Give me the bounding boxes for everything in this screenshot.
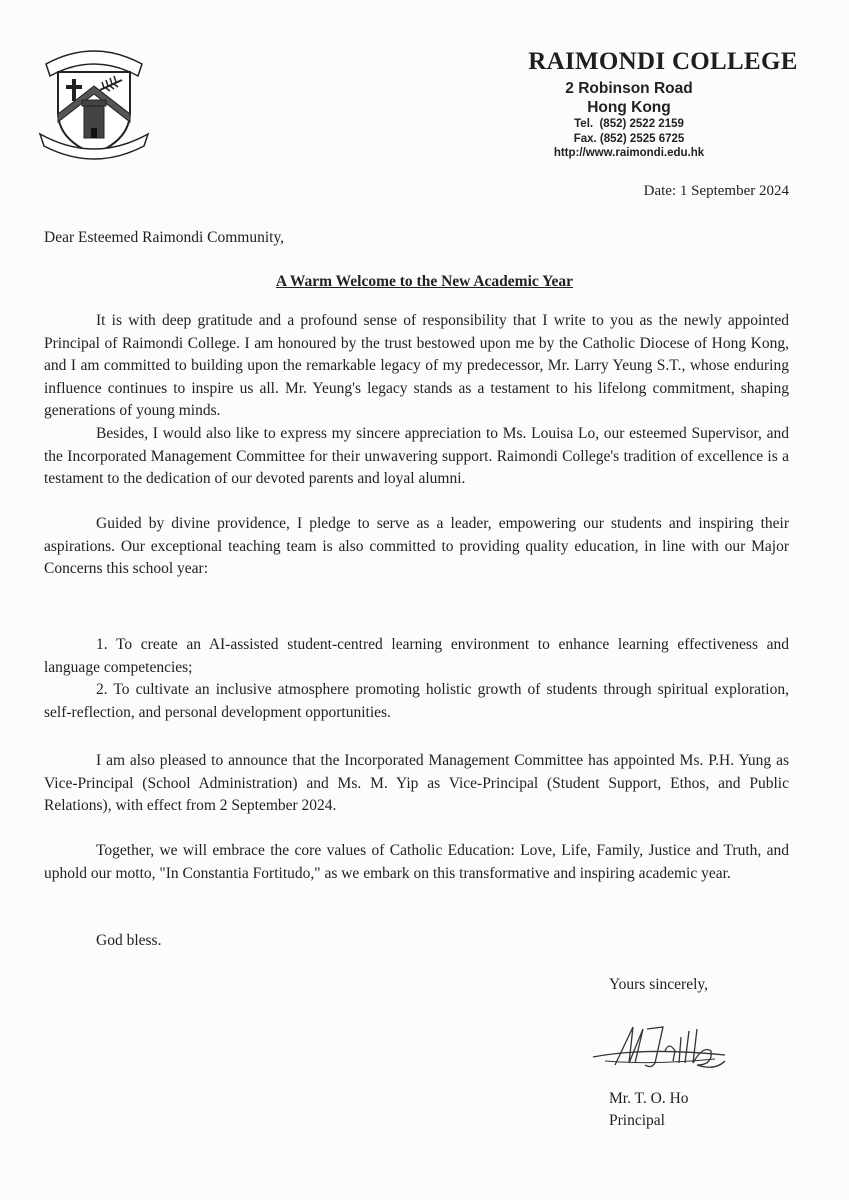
letter-date: Date: 1 September 2024 bbox=[643, 183, 789, 199]
address-line-2: Hong Kong bbox=[587, 99, 671, 116]
paragraph-pledge bbox=[44, 513, 789, 581]
paragraph-text: Together, we will embrace the core values of Catholic Education: Love, Life, Family, Justice and Truth, and uphold our motto, "In Constantia Fortitudo," as we embark on this transformative and inspiring academic year. bbox=[44, 842, 789, 882]
major-concerns-list bbox=[44, 634, 789, 724]
major-concern-item: 1. To create an AI-assisted student-centred learning environment to enhance learning effectiveness and language competencies; bbox=[44, 636, 789, 676]
paragraph-text: I am also pleased to announce that the Incorporated Management Committee has appointed Ms. P.H. Yung as Vice-Principal (School Administration) and Ms. M. Yip as Vice-Principal (Student Support, Ethos, and Public Relations), with effect from 2 September 2024. bbox=[44, 752, 789, 814]
telephone: Tel. (852) 2522 2159 bbox=[574, 118, 684, 130]
paragraph-intro bbox=[44, 310, 789, 423]
website-link[interactable]: http://www.raimondi.edu.hk bbox=[553, 147, 705, 159]
signature-icon bbox=[585, 1015, 735, 1080]
letter-subject: A Warm Welcome to the New Academic Year bbox=[275, 273, 574, 290]
handwritten-signature bbox=[585, 1015, 735, 1080]
paragraph-blessing bbox=[44, 930, 789, 953]
closing: Yours sincerely, bbox=[609, 976, 709, 993]
address-line-1: 2 Robinson Road bbox=[565, 80, 693, 97]
paragraph-core-values bbox=[44, 840, 789, 885]
paragraph-appointments bbox=[44, 750, 789, 818]
paragraph-appreciation bbox=[44, 423, 789, 491]
paragraph-text: Guided by divine providence, I pledge to serve as a leader, empowering our students and inspiring their aspirations. Our exceptional teaching team is also committed to providing quality education, in line with our Major Concerns this school year: bbox=[44, 515, 789, 577]
paragraph-text: Besides, I would also like to express my sincere appreciation to Ms. Louisa Lo, our esteemed Supervisor, and the Incorporated Management Committee for their unwavering support. Raimondi College's tradition of excellence is a testament to the dedication of our devoted parents and loyal alumni. bbox=[44, 425, 789, 487]
letterhead bbox=[469, 48, 798, 161]
salutation: Dear Esteemed Raimondi Community, bbox=[44, 229, 285, 246]
signer-name: Mr. T. O. Ho bbox=[609, 1090, 689, 1107]
fax: Fax. (852) 2525 6725 bbox=[573, 132, 685, 145]
college-name: RAIMONDI COLLEGE bbox=[528, 48, 798, 75]
college-crest-logo bbox=[32, 42, 156, 160]
major-concern-item: 2. To cultivate an inclusive atmosphere promoting holistic growth of students through spiritual exploration, self-reflection, and personal development opportunities. bbox=[44, 681, 789, 721]
signer-block bbox=[609, 1088, 689, 1132]
paragraph-text: It is with deep gratitude and a profound sense of responsibility that I write to you as the newly appointed Principal of Raimondi College. I am honoured by the trust bestowed upon me by the Catholic Diocese of Hong Kong, and I am committed to building upon the remarkable legacy of my predecessor, Mr. Larry Yeung S.T., whose enduring influence continues to inspire us all. Mr. Yeung's legacy stands as a testament to his lifelong commitment, shaping generations of young minds. bbox=[44, 312, 789, 419]
paragraph-text: God bless. bbox=[96, 932, 162, 949]
crest-icon bbox=[32, 42, 156, 160]
signer-title: Principal bbox=[609, 1112, 665, 1129]
